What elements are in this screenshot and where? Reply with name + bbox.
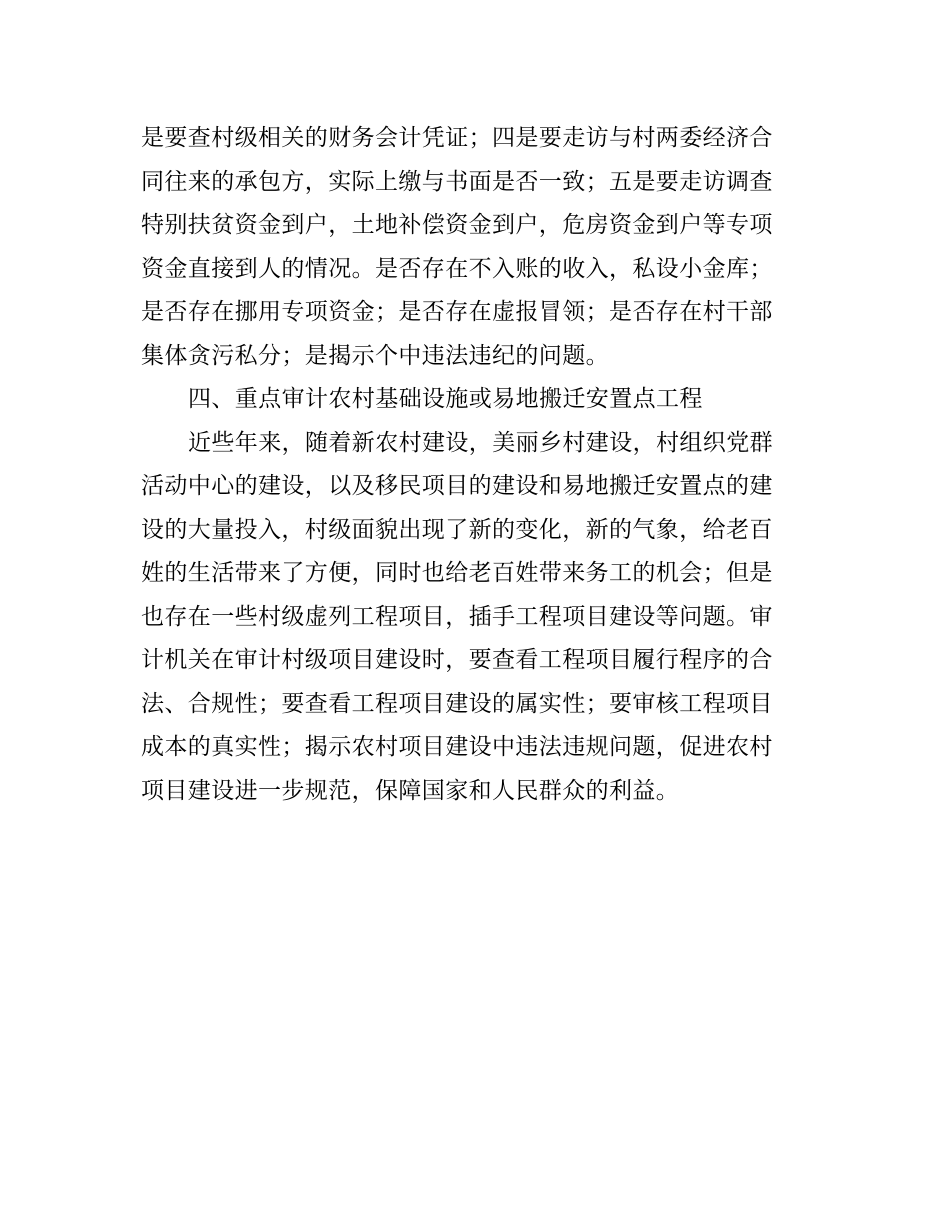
text-line: 是要查村级相关的财务会计凭证；四是要走访与村两委经济合: [141, 125, 773, 151]
text-line: 姓的生活带来了方便，同时也给老百姓带来务工的机会；但是: [141, 560, 773, 586]
document-body: [141, 117, 821, 813]
text-line: 近些年来，随着新农村建设，美丽乡村建设，村组织党群: [188, 429, 773, 456]
text-line: 资金直接到人的情况。是否存在不入账的收入，私设小金库；: [141, 255, 773, 282]
text-line: 设的大量投入，村级面貌出现了新的变化，新的气象，给老百: [141, 516, 773, 543]
text-line: 集体贪污私分；是揭示个中违法违纪的问题。: [141, 342, 609, 369]
text-line: 特别扶贫资金到户，土地补偿资金到户，危房资金到户等专项: [141, 212, 773, 238]
text-line: 成本的真实性；揭示农村项目建设中违法违规问题，促进农村: [141, 734, 773, 760]
text-line: 项目建设进一步规范，保障国家和人民群众的利益。: [141, 777, 680, 804]
paragraph-continued: [141, 117, 821, 378]
text-line: 法、合规性；要查看工程项目建设的属实性；要审核工程项目: [141, 690, 773, 717]
text-line: 活动中心的建设，以及移民项目的建设和易地搬迁安置点的建: [141, 473, 773, 499]
section-heading: 四、重点审计农村基础设施或易地搬迁安置点工程: [188, 386, 703, 412]
text-line: 也存在一些村级虚列工程项目，插手工程项目建设等问题。审: [141, 603, 773, 630]
text-line: 是否存在挪用专项资金；是否存在虚报冒领；是否存在村干部: [141, 299, 773, 325]
text-line: 计机关在审计村级项目建设时，要查看工程项目履行程序的合: [141, 647, 773, 673]
text-line: 同往来的承包方，实际上缴与书面是否一致；五是要走访调查: [141, 168, 773, 195]
paragraph-section-four: [141, 422, 821, 814]
